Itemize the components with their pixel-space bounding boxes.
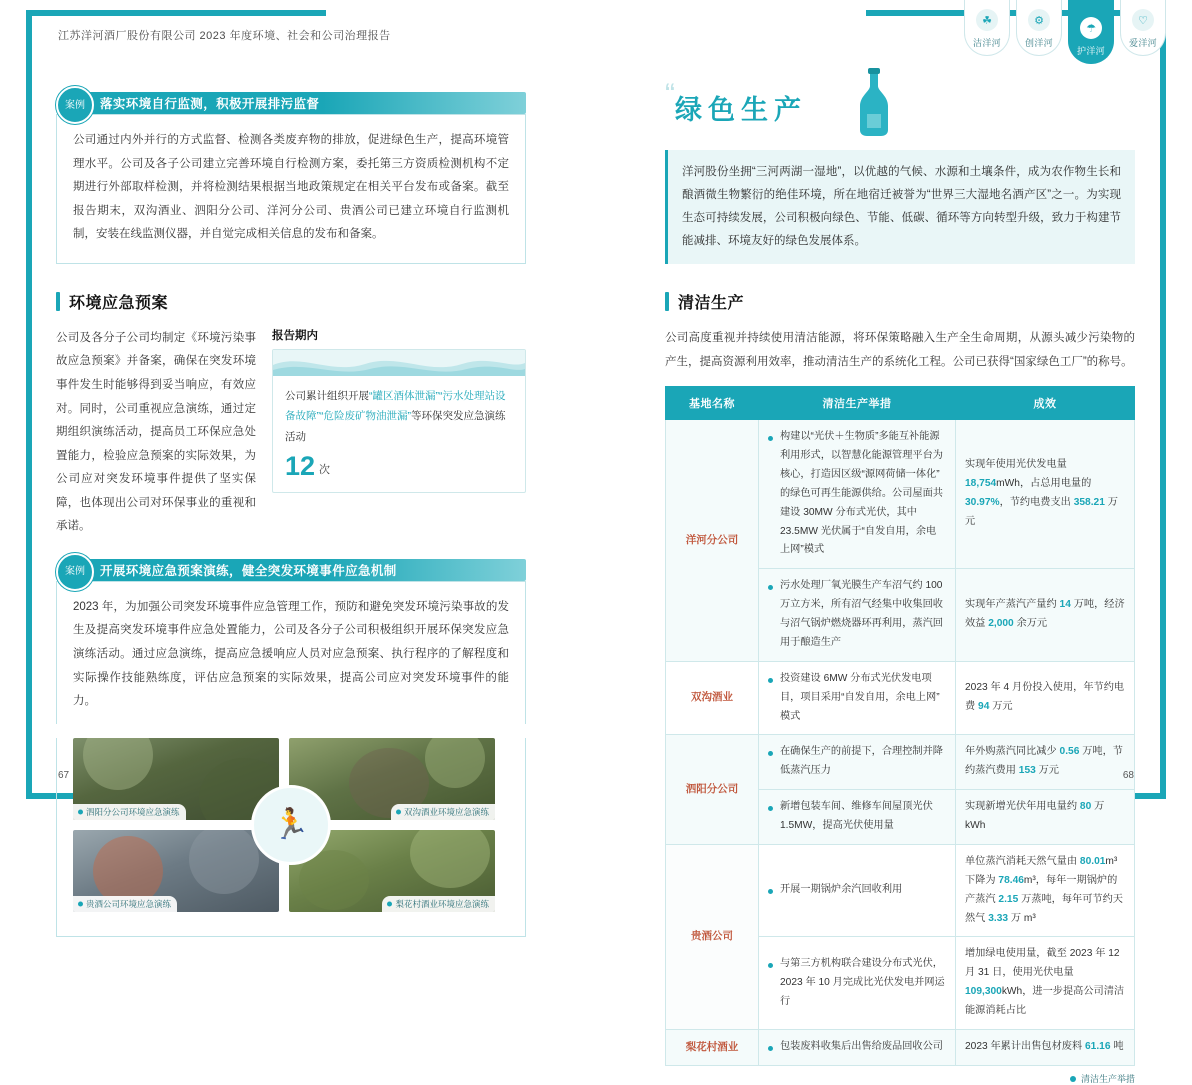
report-highlight-3: “危险废矿物油泄漏” (320, 410, 411, 423)
cell-effect: 2023 年 4 月份投入使用，年节约电费 94 万元 (956, 661, 1135, 735)
tab-huyanghe[interactable] (1068, 0, 1114, 64)
clean-production-table (665, 386, 1135, 1066)
case-badge: 案例 (56, 553, 94, 591)
photo-caption: 梨花村酒业环境应急演练 (382, 896, 495, 912)
table-head (666, 387, 1135, 420)
heart-icon: ♡ (1132, 9, 1154, 31)
report-highlight-1: “罐区酒体泄漏” (369, 389, 439, 402)
report-text-pre: 公司累计组织开展 (285, 389, 369, 402)
frame-left-rule (26, 10, 32, 799)
report-period-panel (272, 327, 526, 493)
case-study-2 (56, 559, 526, 937)
body-paragraph: 公司及各分子公司均制定《环境污染事故应急预案》并备案，确保在突发环境事件发生时能够得到妥当响应，有效应对。同时，公司重视应急演练，通过定期组织演练活动，提高员工环保应急处置能力，检验应急预案的实际效果，为公司应对突发环境事件提供了坚实保障，也体现出公司对环保事业的重视和承诺。 (56, 331, 256, 533)
bullet-icon (1070, 1076, 1076, 1082)
tab-label: 护洋河 (1077, 46, 1105, 56)
shield-icon: ☂ (1080, 17, 1102, 39)
heading-accent-bar (56, 292, 60, 311)
runner-icon: 🏃 (251, 785, 331, 865)
green-production-header (665, 70, 1135, 142)
col-header-effect: 成效 (956, 387, 1135, 420)
report-period-label: 报告期内 (272, 329, 318, 342)
case-study-1 (56, 92, 526, 264)
report-highlight-2: “污水处理站设备故障” (285, 389, 506, 423)
cell-measure: 投资建设 6MW 分布式光伏发电项目，项目采用“自发自用，余电上网”模式 (759, 661, 956, 735)
cell-base-name: 泗阳分公司 (666, 735, 759, 845)
section-title: 清洁生产 (678, 295, 745, 312)
cell-measure: 新增包装车间、维修车间屋顶光伏 1.5MW，提高光伏使用量 (759, 790, 956, 845)
cell-base-name: 洋河分公司 (666, 420, 759, 662)
report-period-box (272, 349, 526, 493)
gear-icon: ⚙ (1028, 9, 1050, 31)
report-text-post: 等环保突发应急演练活动 (285, 410, 506, 443)
green-production-intro: 洋河股份坐拥“三河两湖一湿地”，以优越的气候、水源和土壤条件，成为农作物生长和酿酒微生物繁衍的绝佳环境，所在地宿迁被誉为“世界三大湿地名酒产区”之一。为实现生态可持续发展，公司积极向绿色、节能、低碳、循环等方向转型升级，致力于构建节能减排、环境友好的绿色发展体系。 (665, 150, 1135, 264)
tab-label: 爱洋河 (1129, 38, 1157, 48)
clean-production-paragraph: 公司高度重视并持续使用清洁能源，将环保策略融入生产全生命周期，从源头减少污染物的产生，提高资源利用效率，推动清洁生产的系统化工程。公司已获得“国家绿色工厂”的称号。 (665, 332, 1135, 368)
cell-effect: 实现年产蒸汽产量约 14 万吨，经济效益 2,000 余万元 (956, 569, 1135, 662)
emergency-plan-text (56, 327, 256, 539)
cell-base-name: 双沟酒业 (666, 661, 759, 735)
table-row (666, 420, 1135, 569)
photo-emergency-drill-siyang (73, 738, 279, 820)
report-period-content (273, 376, 525, 492)
green-production-title: 绿色生产 (675, 95, 807, 125)
folio-right: 68 (1122, 770, 1134, 781)
col-header-measure: 清洁生产举措 (759, 387, 956, 420)
wave-decoration (273, 350, 525, 376)
quote-mark-decoration: “ (665, 78, 675, 111)
frame-top-left-rule (26, 10, 326, 16)
running-head: 江苏洋河酒厂股份有限公司 2023 年度环境、社会和公司治理报告 (58, 30, 391, 42)
heading-accent-bar (665, 292, 669, 311)
cell-effect: 实现年使用光伏发电量 18,754mWh，占总用电量的 30.97%，节约电费支出 358.21 万元 (956, 420, 1135, 569)
tab-jieyanghe[interactable] (964, 0, 1010, 56)
frame-right-rule (1160, 10, 1166, 799)
cell-base-name: 贵酒公司 (666, 844, 759, 1029)
table-row (666, 735, 1135, 790)
tab-label: 创洋河 (1025, 38, 1053, 48)
case-body: 公司通过内外并行的方式监督、检测各类废弃物的排放，促进绿色生产，提高环境管理水平。公司及各子公司建立完善环境自行检测方案，委托第三方资质检测机构不定期进行外部取样检测，并将检测结果根据当地政策规定在相关平台发布或备案。截至报告期末，双沟酒业、泗阳分公司、洋河分公司、贵酒公司已建立环境自行监测机制，安装在线监测仪器，并自觉完成相关信息的发布和备案。 (56, 114, 526, 264)
case-title-bar (74, 92, 526, 114)
emergency-plan-block (56, 327, 526, 539)
leaf-icon: ☘ (976, 9, 998, 31)
cell-measure: 在确保生产的前提下，合理控制并降低蒸汽压力 (759, 735, 956, 790)
photo-caption: 泗阳分公司环境应急演练 (73, 804, 186, 820)
section-title: 环境应急预案 (69, 294, 169, 312)
cell-effect: 年外购蒸汽同比减少 0.56 万吨，节约蒸汽费用 153 万元 (956, 735, 1135, 790)
photo-emergency-drill-guijiu (73, 830, 279, 912)
cell-measure: 污水处理厂氧光膜生产车沼气约 100 万立方米，所有沼气经集中收集回收与沼气锅炉燃烧器环再利用，蒸汽回用于酿造生产 (759, 569, 956, 662)
tab-aiyanghe[interactable] (1120, 0, 1166, 56)
case-title-bar (74, 559, 526, 581)
section-heading-clean-production (665, 290, 1135, 313)
table-row (666, 661, 1135, 735)
cell-effect: 实现新增光伏年用电量约 80 万 kWh (956, 790, 1135, 845)
report-count (285, 453, 513, 480)
section-heading-emergency-plan (56, 290, 526, 313)
case-badge: 案例 (56, 86, 94, 124)
photo-gallery (73, 738, 509, 912)
table-body (666, 420, 1135, 1066)
photo-caption: 贵酒公司环境应急演练 (73, 896, 177, 912)
left-page-column (56, 92, 526, 947)
table-row (666, 844, 1135, 937)
table-caption (665, 1072, 1135, 1085)
report-count-number: 12 (285, 451, 316, 482)
folio-left: 67 (58, 770, 70, 781)
photo-caption: 双沟酒业环境应急演练 (391, 804, 495, 820)
case-title: 开展环境应急预案演练，健全突发环境事件应急机制 (100, 563, 397, 578)
section-tab-nav (964, 0, 1166, 64)
report-count-unit: 次 (319, 464, 331, 477)
bottle-icon (851, 68, 897, 138)
table-header-row (666, 387, 1135, 420)
cell-effect: 增加绿电使用量，截至 2023 年 12 月 31 日，使用光伏电量 109,300kWh，进一步提高公司清洁能源消耗占比 (956, 937, 1135, 1030)
cell-measure: 开展一期锅炉余汽回收利用 (759, 844, 956, 937)
cell-measure: 包装废料收集后出售给废品回收公司 (759, 1029, 956, 1065)
case-body: 2023 年，为加强公司突发环境事件应急管理工作，预防和避免突发环境污染事故的发生及提高突发环境事件应急处置能力，公司及各分子公司积极组织开展环保突发应急演练活动。通过应急演练，提高应急援响应人员对应急预案、执行程序的了解程度和实际操作技能熟练度，评估应急预案的实际效果，提高公司应对突发环境事件的能力。 (56, 581, 526, 724)
cell-effect: 单位蒸汽消耗天然气量由 80.01m³ 下降为 78.46m³，每年一期锅炉的产蒸汽 2.15 万蒸吨，每年可节约天然气 3.33 万 m³ (956, 844, 1135, 937)
case-title: 落实环境自行监测，积极开展排污监督 (100, 97, 320, 111)
table-row (666, 1029, 1135, 1065)
cell-measure: 与第三方机构联合建设分布式光伏，2023 年 10 月完成比光伏发电并网运行 (759, 937, 956, 1030)
cell-measure: 构建以“光伏＋生物质”多能互补能源利用形式，以智慧化能源管理平台为核心，打造因区级“源网荷储一体化”的绿色可再生能源供给。公司屋面共建设 30MW 分布式光伏，其中 23.5MW 光伏属于“自发自用，余电上网”模式 (759, 420, 956, 569)
col-header-base: 基地名称 (666, 387, 759, 420)
table-caption-text: 清洁生产举措 (1080, 1074, 1135, 1085)
cell-base-name: 梨花村酒业 (666, 1029, 759, 1065)
cell-effect: 2023 年累计出售包材废料 61.16 吨 (956, 1029, 1135, 1065)
right-page-column (665, 70, 1135, 1085)
tab-chuangyanghe[interactable] (1016, 0, 1062, 56)
tab-label: 洁洋河 (973, 38, 1001, 48)
report-period-text (285, 386, 513, 447)
